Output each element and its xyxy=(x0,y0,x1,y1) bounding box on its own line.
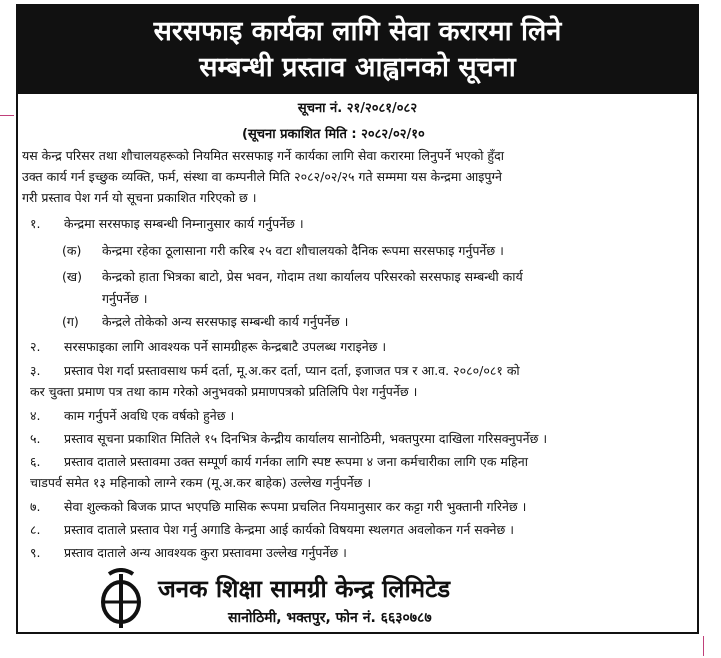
intro-line: उक्त कार्य गर्न इच्छुक व्यक्ति, फर्म, संस्था वा कम्पनीले मिति २०८२/०२/२५ गते सम्ममा यस केन्द्रमा आइपुग्ने xyxy=(22,169,502,184)
margin-mark-bottom xyxy=(703,636,704,656)
term-text: केन्द्रको हाता भित्रका बाटो, प्रेस भवन, गोदाम तथा कार्यालय परिसरको सरसफाइ सम्बन्धी कार्य xyxy=(102,269,523,284)
organization-logo-icon xyxy=(94,568,148,630)
term-number: ४. xyxy=(30,408,41,423)
term-text: चाडपर्व समेत १३ महिनाको लाग्ने रकम (मू.अ.कर बाहेक) उल्लेख गर्नुपर्नेछ । xyxy=(30,475,372,490)
term-number: १. xyxy=(30,216,41,231)
organization-address: सानोठिमी, भक्तपुर, फोन नं. ६६३०७८७ xyxy=(228,610,432,626)
intro-line: गरी प्रस्ताव पेश गर्न यो सूचना प्रकाशित गरिएको छ । xyxy=(22,190,257,205)
term-text: केन्द्रमा रहेका ठूलासाना गरी करिब २५ वटा शौचालयको दैनिक रूपमा सरसफाइ गर्नुपर्नेछ । xyxy=(102,243,504,258)
intro-paragraph xyxy=(22,145,694,208)
term-text: सेवा शुल्कको बिजक प्राप्त भएपछि मासिक रूपमा प्रचलित नियमानुसार कर कट्टा गरी भुक्तानी गरिनेछ । xyxy=(64,499,527,514)
term-number: (ख) xyxy=(62,269,82,284)
organization-name: जनक शिक्षा सामग्री केन्द्र लिमिटेड xyxy=(158,575,451,603)
intro-line: यस केन्द्र परिसर तथा शौचालयहरूको नियमित सरसफाइ गर्ने कार्यका लागि सेवा करारमा लिनुपर्ने भएको हुँदा xyxy=(22,148,504,163)
term-number: २. xyxy=(30,339,41,354)
margin-mark-left xyxy=(0,115,14,116)
term-number: ५. xyxy=(30,431,41,446)
title-line-2: सम्बन्धी प्रस्ताव आह्वानको सूचना xyxy=(199,52,516,83)
notice-header xyxy=(18,6,697,94)
term-text: केन्द्रले तोकेको अन्य सरसफाइ सम्बन्धी कार्य गर्नुपर्नेछ । xyxy=(102,314,349,329)
term-number: ९. xyxy=(30,545,41,560)
term-number: ६. xyxy=(30,454,41,469)
term-text: प्रस्ताव सूचना प्रकाशित मितिले १५ दिनभित्र केन्द्रीय कार्यालय सानोठिमी, भक्तपुरमा दाखिला गरिसक्नुपर्नेछ । xyxy=(64,431,548,446)
term-number: ३. xyxy=(30,363,41,378)
public-notice xyxy=(16,4,699,634)
title-line-1: सरसफाइ कार्यका लागि सेवा करारमा लिने xyxy=(153,16,562,47)
term-text: काम गर्नुपर्ने अवधि एक वर्षको हुनेछ । xyxy=(64,408,235,423)
term-text: सरसफाइका लागि आवश्यक पर्ने सामग्रीहरू केन्द्रबाटै उपलब्ध गराइनेछ । xyxy=(64,339,387,354)
term-text: कर चुक्ता प्रमाण पत्र तथा काम गरेको अनुभवको प्रमाणपत्रको प्रतिलिपि पेश गर्नुपर्नेछ । xyxy=(30,384,418,399)
term-number: (क) xyxy=(62,243,82,258)
term-number: (ग) xyxy=(62,314,79,329)
term-text: प्रस्ताव दाताले प्रस्तावमा उक्त सम्पूर्ण कार्य गर्नका लागि स्पष्ट रूपमा ४ जना कर्मचारीका लागि एक महिना xyxy=(64,454,528,469)
term-text: केन्द्रमा सरसफाइ सम्बन्धी निम्नानुसार कार्य गर्नुपर्नेछ । xyxy=(64,216,304,231)
notice-footer xyxy=(18,566,697,636)
notice-number: सूचना नं. २१/२०८१/०८२ xyxy=(297,101,418,116)
term-text: गर्नुपर्नेछ । xyxy=(102,291,148,306)
term-text: प्रस्ताव पेश गर्दा प्रस्तावसाथ फर्म दर्ता, मू.अ.कर दर्ता, प्यान दर्ता, इजाजत पत्र र आ.व. २०८०/०८१ को xyxy=(64,363,520,378)
term-text: प्रस्ताव दाताले अन्य आवश्यक कुरा प्रस्तावमा उल्लेख गर्नुपर्नेछ । xyxy=(64,545,347,560)
term-number: ८. xyxy=(30,522,41,537)
publish-date: (सूचना प्रकाशित मिति : २०८२/०२/१० xyxy=(242,127,425,142)
term-number: ७. xyxy=(30,499,41,514)
term-text: प्रस्ताव दाताले प्रस्ताव पेश गर्नु अगाडि केन्द्रमा आई कार्यको विषयमा स्थलगत अवलोकन गर्न सक्नेछ । xyxy=(64,522,514,537)
